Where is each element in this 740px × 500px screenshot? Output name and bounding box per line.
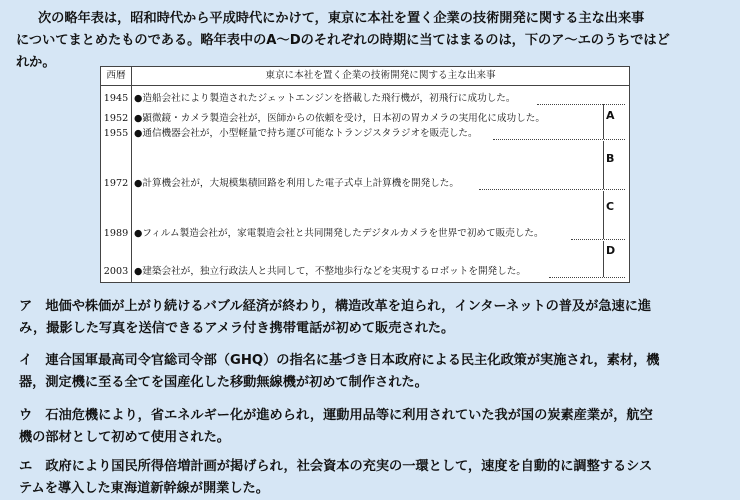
option-line: テムを導入した東海道新幹線が開業した。 xyxy=(19,481,269,496)
option-line: 器，測定機に至る全てを国産化した移動無線機が初めて制作された。 xyxy=(19,375,428,390)
row-event: ●通信機器会社が，小型軽量で持ち運び可能なトランジスタラジオを販売した。 xyxy=(134,128,478,139)
row-year: 1989 xyxy=(103,228,129,239)
period-label-d: D xyxy=(606,244,616,257)
row-event: ●フィルム製造会社が，家電製造会社と共同開発したデジタルカメラを世界で初めて販売した。 xyxy=(134,228,544,239)
leader-dots xyxy=(571,239,625,240)
question-text xyxy=(0,8,730,74)
row-event: ●建築会社が，独立行政法人と共同して，不整地歩行などを実現するロボットを開発した。 xyxy=(134,266,526,277)
row-event: ●計算機会社が，大規模集積回路を利用した電子式卓上計算機を開発した。 xyxy=(134,178,459,189)
option-line: ア 地価や株価が上がり続けるバブル経済が終わり，構造改革を迫られ，インターネットの普及が急速に進 xyxy=(19,299,652,314)
option-line: み，撮影した写真を送信できるアメラ付き携帯電話が初めて販売された。 xyxy=(19,321,455,336)
leader-dots xyxy=(493,139,625,140)
option-line: エ 政府により国民所得倍増計画が掲げられ，社会資本の充実の一環として，速度を自動的に調整するシス xyxy=(19,459,653,474)
option-line: ウ 石油危機により，省エネルギー化が進められ，運動用品等に利用されていた我が国の炭素産業が，航空 xyxy=(19,408,653,423)
option-line: 機の部材として初めて使用された。 xyxy=(19,430,230,445)
period-label-c: C xyxy=(606,200,615,213)
header-year: 西暦 xyxy=(101,67,132,85)
period-label-a: A xyxy=(606,109,615,122)
period-bracket-c xyxy=(603,191,604,239)
row-year: 1945 xyxy=(103,93,129,104)
row-year: 2003 xyxy=(103,266,129,277)
option-line: イ 連合国軍最高司令官総司令部（GHQ）の指名に基づき日本政府による民主化政策が実施され，素材，機 xyxy=(19,353,660,368)
question-line: れか。 xyxy=(16,55,56,70)
period-bracket-a xyxy=(603,104,604,139)
leader-dots xyxy=(549,277,625,278)
option-b xyxy=(0,350,730,394)
row-year: 1955 xyxy=(103,128,129,139)
leader-dots xyxy=(537,104,625,105)
period-bracket-d xyxy=(603,241,604,277)
period-bracket-b xyxy=(603,141,604,189)
option-a xyxy=(0,296,730,340)
row-year: 1952 xyxy=(103,113,129,124)
period-label-b: B xyxy=(606,152,615,165)
option-c xyxy=(0,405,730,449)
row-year: 1972 xyxy=(103,178,129,189)
timeline-table xyxy=(100,66,630,283)
question-line: 次の略年表は，昭和時代から平成時代にかけて，東京に本社を置く企業の技術開発に関する主な出来事 xyxy=(38,11,645,26)
row-event: ●造船会社により製造されたジェットエンジンを搭載した飛行機が，初飛行に成功した。 xyxy=(134,93,516,104)
option-d xyxy=(0,456,730,500)
leader-dots xyxy=(479,189,625,190)
question-line: についてまとめたものである。略年表中のA～Dのそれぞれの時期に当てはまるのは，下のア～エのうちではど xyxy=(16,33,670,48)
header-event: 東京に本社を置く企業の技術開発に関する主な出来事 xyxy=(265,70,496,81)
column-divider xyxy=(131,85,132,282)
row-event: ●顕微鏡・カメラ製造会社が，医師からの依頼を受け，日本初の胃カメラの実用化に成功した。 xyxy=(134,113,545,124)
table-header xyxy=(101,67,629,86)
